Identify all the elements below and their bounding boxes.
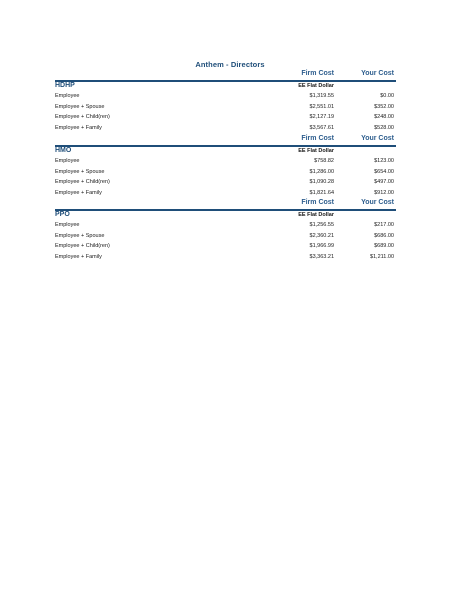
tier-label: Employee + Spouse (55, 168, 105, 175)
plan-section-ppo (55, 199, 396, 262)
firm-cost-value: $2,360.21 (309, 232, 334, 239)
firm-cost-value: $758.82 (314, 158, 334, 164)
table-row (55, 102, 396, 113)
contribution-type-label: EE Flat Dollar (298, 83, 334, 89)
your-cost-value: $912.00 (374, 189, 394, 196)
table-row (55, 241, 396, 252)
plan-name: PPO (55, 211, 70, 218)
plan-header-row (55, 82, 396, 91)
your-cost-value: $686.00 (374, 232, 394, 239)
contribution-type-label: EE Flat Dollar (298, 212, 334, 218)
firm-cost-value: $1,286.00 (309, 168, 334, 175)
your-cost-value: $352.00 (374, 103, 394, 110)
column-header-row (55, 70, 396, 79)
tier-label: Employee (55, 222, 80, 228)
contribution-type-label: EE Flat Dollar (298, 148, 334, 154)
table-row (55, 123, 396, 134)
table-row (55, 167, 396, 178)
firm-cost-header: Firm Cost (301, 135, 334, 142)
table-row (55, 220, 396, 231)
your-cost-value: $217.00 (374, 222, 394, 228)
your-cost-header: Your Cost (361, 70, 394, 77)
table-row (55, 112, 396, 123)
tier-label: Employee + Spouse (55, 103, 105, 110)
your-cost-value: $248.00 (374, 114, 394, 120)
your-cost-value: $528.00 (374, 124, 394, 131)
table-row (55, 252, 396, 263)
tier-label: Employee + Spouse (55, 232, 105, 239)
plan-name: HDHP (55, 82, 75, 89)
tier-label: Employee (55, 93, 80, 99)
your-cost-value: $123.00 (374, 158, 394, 164)
table-row (55, 188, 396, 199)
firm-cost-value: $3,567.61 (309, 124, 334, 131)
plan-section-hmo (55, 135, 396, 198)
plan-header-row (55, 147, 396, 156)
your-cost-value: $689.00 (374, 243, 394, 249)
your-cost-header: Your Cost (361, 199, 394, 206)
table-row (55, 91, 396, 102)
table-row (55, 231, 396, 242)
plan-section-hdhp (55, 70, 396, 133)
tier-label: Employee + Family (55, 253, 102, 260)
tier-label: Employee + Family (55, 189, 102, 196)
your-cost-value: $1,211.00 (369, 253, 394, 260)
tier-label: Employee + Child(ren) (55, 179, 110, 185)
firm-cost-header: Firm Cost (301, 70, 334, 77)
table-row (55, 156, 396, 167)
table-row (55, 177, 396, 188)
your-cost-header: Your Cost (361, 135, 394, 142)
firm-cost-value: $1,821.64 (309, 189, 334, 196)
your-cost-value: $654.00 (374, 168, 394, 175)
column-header-row (55, 135, 396, 144)
firm-cost-value: $1,090.28 (309, 179, 334, 185)
column-header-row (55, 199, 396, 208)
plan-header-row (55, 211, 396, 220)
plan-name: HMO (55, 147, 72, 154)
firm-cost-value: $2,551.01 (309, 103, 334, 110)
firm-cost-header: Firm Cost (301, 199, 334, 206)
firm-cost-value: $1,966.99 (309, 243, 334, 249)
document-title: Anthem - Directors (195, 60, 265, 69)
firm-cost-value: $3,363.21 (309, 253, 334, 260)
firm-cost-value: $1,256.55 (309, 222, 334, 228)
tier-label: Employee + Child(ren) (55, 243, 110, 249)
firm-cost-value: $2,127.19 (309, 114, 334, 120)
tier-label: Employee + Child(ren) (55, 114, 110, 120)
your-cost-value: $497.00 (374, 179, 394, 185)
your-cost-value: $0.00 (380, 93, 394, 99)
firm-cost-value: $1,319.55 (309, 93, 334, 99)
tier-label: Employee + Family (55, 124, 102, 131)
tier-label: Employee (55, 158, 80, 164)
